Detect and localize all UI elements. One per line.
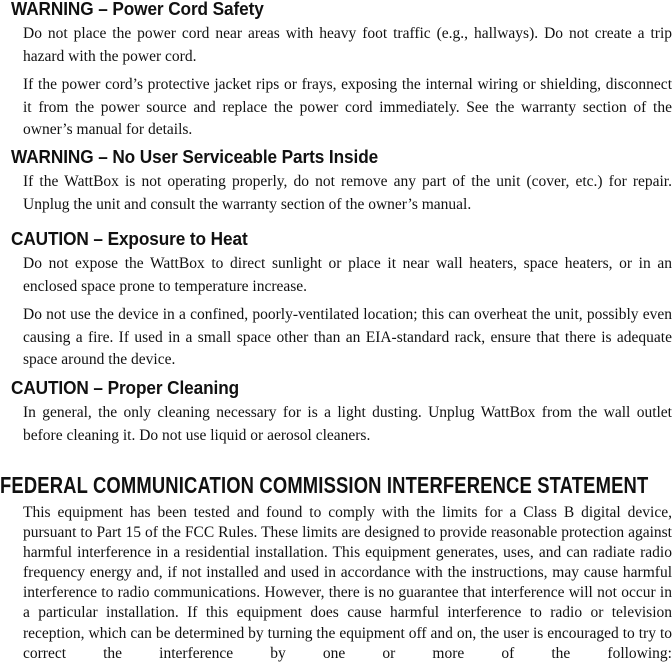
section-proper-cleaning xyxy=(0,377,672,447)
section-heading: WARNING – No User Serviceable Parts Inside xyxy=(11,146,379,167)
section-heading: WARNING – Power Cord Safety xyxy=(11,0,264,19)
section-heading: CAUTION – Proper Cleaning xyxy=(11,377,240,398)
section-power-cord-safety xyxy=(0,0,672,142)
fcc-paragraph: This equipment has been tested and found to comply with the limits for a Class B digital device, pursuant to Part 15 of the FCC Rules. These limits are designed to provide reasonable protection against harmful interference in a residential installation. This equipment generates, uses, and can radiate radio frequency energy and, if not installed and used in accordance with the instructions, may cause harmful interference to radio communications. However, there is no guarantee that interference will not occur in a particular installation. If this equipment does cause harmful interference to radio or television reception, which can be determined by turning the equipment off and on, the user is encouraged to try to correct the interference by one or more of the following: xyxy=(23,504,672,662)
section-heading: CAUTION – Exposure to Heat xyxy=(11,228,248,249)
section-paragraph: If the WattBox is not operating properly, do not remove any part of the unit (cover, etc.) for repair. Unplug the unit and consult the warranty section of the owner’s manual. xyxy=(23,173,672,213)
section-paragraph: In general, the only cleaning necessary for is a light dusting. Unplug WattBox from the wall outlet before cleaning it. Do not use liquid or aerosol cleaners. xyxy=(23,404,672,444)
section-paragraph: Do not place the power cord near areas with heavy foot traffic (e.g., hallways). Do not create a trip hazard with the power cord. xyxy=(23,25,672,65)
fcc-heading: FEDERAL COMMUNICATION COMMISSION INTERFERENCE STATEMENT xyxy=(0,472,649,498)
section-paragraph: If the power cord’s protective jacket rips or frays, exposing the internal wiring or shielding, disconnect it from the power source and replace the power cord immediately. See the warranty section of the owner’s manual for details. xyxy=(23,76,672,138)
section-no-user-serviceable-parts xyxy=(0,146,672,216)
section-exposure-to-heat xyxy=(0,228,672,372)
section-fcc-statement xyxy=(0,471,672,664)
section-paragraph: Do not use the device in a confined, poorly-ventilated location; this can overheat the unit, possibly even causing a fire. If used in a small space other than an EIA-standard rack, ensure that there is adequate space around the device. xyxy=(23,306,672,368)
section-paragraph: Do not expose the WattBox to direct sunlight or place it near wall heaters, space heaters, or in an enclosed space prone to temperature increase. xyxy=(23,255,672,295)
